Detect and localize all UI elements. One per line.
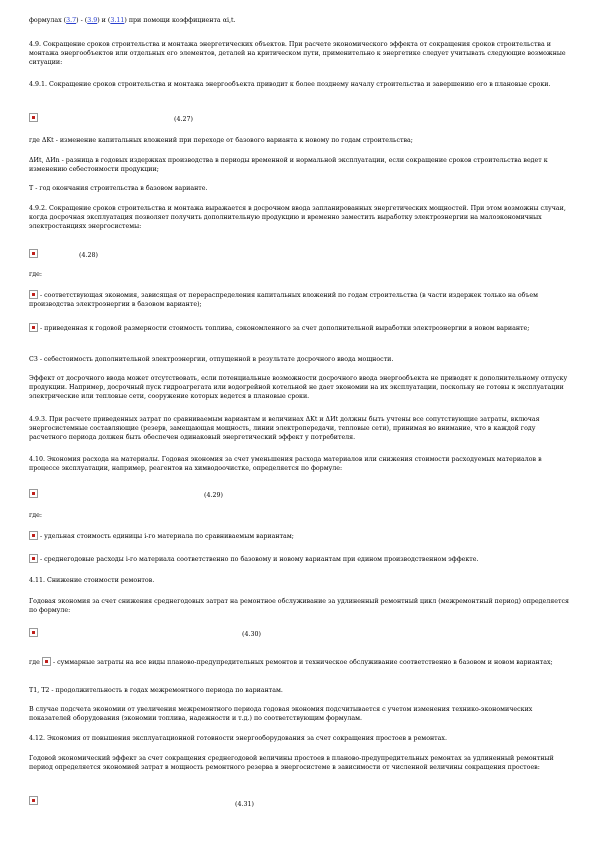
early-commissioning-paragraph: Эффект от досрочного ввода может отсутствовать, если потенциальные возможности досрочного ввода энергообъекта не приводят к дополнительному отпуску продукции. Например, досрочный пуск гидроагрегата или водогрейной котельной не дает экономии на их эксплуатации, поскольку не готовы к эксплуатации электрические или тепловые сети, сооружение которых ведется в плановые сроки. <box>29 375 568 400</box>
link-formula-3-9[interactable]: 3.9 <box>87 17 98 24</box>
section-4-10-paragraph: 4.10. Экономия расхода на материалы. Годовая экономия за счет уменьшения расхода материалов или снижения стоимости расходуемых материалов в процессе эксплуатации, например, реагентов на химводоочистке, определяется по формуле: <box>29 456 542 472</box>
repair-period-paragraph: В случае подсчета экономии от увеличения межремонтного периода годовая экономия подсчитывается с учетом изменения технико-экономических показателей оборудования (экономии топлива, надежности и т.д.) по соответствующим формулам. <box>29 706 533 722</box>
link-formula-3-11[interactable]: 3.11 <box>110 17 125 24</box>
broken-image-icon <box>29 554 38 563</box>
section-4-9-3-paragraph: 4.9.3. При расчете приведенных затрат по сравниваемым вариантам и величинах ΔKt и ΔИt должны быть учтены все сопутствующие затраты, включая энергосистемные составляющие (резерв, замещающая мощность, линии электропередачи, тепловые сети), принимая во внимание, что в каждой году расчетного периода должен быть обеспечен одинаковый энергетический эффект у потребителя. <box>29 416 540 441</box>
equation-4-30 <box>29 628 569 640</box>
broken-image-icon <box>42 657 51 666</box>
equation-number: (4.27) <box>174 116 193 123</box>
broken-image-icon <box>29 290 38 299</box>
definition-t: T - год окончания строительства в базовом варианте. <box>29 185 208 192</box>
section-4-11-heading: 4.11. Снижение стоимости ремонтов. <box>29 577 155 584</box>
broken-image-icon <box>29 489 38 498</box>
section-4-9-2-paragraph: 4.9.2. Сокращение сроков строительства и монтажа выражается в досрочном ввода запланированных энергетических мощностей. При этом возможны случаи, когда досрочная эксплуатация позволяет получить дополнительную продукцию и временно заместить выработку электроэнергии на малоэкономичных электростанциях энергосистемы: <box>29 205 566 230</box>
section-4-9-1-paragraph: 4.9.1. Сокращение сроков строительства и монтажа энергообъекта приводит к более позднему началу строительства и завершению его в плановые сроки. <box>29 81 551 88</box>
equation-number: (4.29) <box>204 492 223 499</box>
broken-image-icon <box>29 113 38 122</box>
equation-4-31 <box>29 796 569 808</box>
definition-t1-t2: T1, T2 - продолжительность в годах межремонтного периода по вариантам. <box>29 687 283 694</box>
definition-repair-costs: где - суммарные затраты на все виды планово-предупредительных ремонтов и техническое обслуживание соответственно в базовом и новом вариантах; <box>29 659 553 666</box>
definition-c3: C3 - себестоимость дополнительной электроэнергии, отпущенной в результате досрочного ввода мощности. <box>29 356 394 363</box>
definition-delta-k: где ΔKt - изменение капитальных вложений при переходе от базового варианта к новому по годам строительства; <box>29 137 413 144</box>
equation-number: (4.28) <box>79 252 98 259</box>
equation-4-28 <box>29 249 569 261</box>
broken-image-icon <box>29 249 38 258</box>
where-label: где: <box>29 271 43 278</box>
equation-number: (4.30) <box>242 631 261 638</box>
section-4-11-paragraph: Годовая экономия за счет снижения среднегодовых затрат на ремонтное обслуживание за удлиненный ремонтный цикл (межремонтный период) определяется по формуле: <box>29 598 569 614</box>
section-4-9-paragraph: 4.9. Сокращение сроков строительства и монтажа энергетических объектов. При расчете экономического эффекта от сокращения сроков строительства и монтажа энергообъектов или отдельных его элементов, деталей на критическом пути, применительно к энергетике следует учитывать следующие возможные ситуации: <box>29 41 566 66</box>
section-4-12-paragraph: Годовой экономический эффект за счет сокращения среднегодовой величины простоев в планово-предупредительных ремонтах за удлиненный ремонтный период определяется экономией затрат в мощность ремонтного резерва в энергосистеме в зависимости от численной величины сокращения простоев: <box>29 755 554 771</box>
definition-material-consumption: - среднегодовые расходы i-го материала соответственно по базовому и новому вариантам при едином производственном эффекте. <box>29 554 569 564</box>
definition-savings: - соответствующая экономия, зависящая от перераспределения капитальных вложений по годам строительства (в части издержек только на объем производства электроэнергии в базовом варианте); <box>29 292 539 308</box>
section-4-12-heading: 4.12. Экономия от повышения эксплуатационной готовности энергооборудования за счет сокращения простоев в ремонтах. <box>29 735 447 742</box>
where-label: где: <box>29 512 43 519</box>
broken-image-icon <box>29 531 38 540</box>
link-formula-3-7[interactable]: 3.7 <box>66 17 77 24</box>
equation-4-29 <box>29 489 569 501</box>
definition-unit-cost: - удельная стоимость единицы i-го материала по сравниваемым вариантам; <box>29 531 569 541</box>
broken-image-icon <box>29 796 38 805</box>
equation-4-27 <box>29 113 569 125</box>
formula-reference-paragraph: формулах (3.7) - (3.9) и (3.11) при помощи коэффициента αi,t. <box>29 17 236 24</box>
definition-fuel-cost: - приведенная к годовой размерности стоимость топлива, сэкономленного за счет дополнительной выработки электроэнергии в новом варианте; <box>29 323 569 333</box>
definition-delta-i: ΔИt, ΔИn - разница в годовых издержках производства в периоды временной и нормальной эксплуатации, если сокращение сроков строительства ведет к изменению себестоимости продукции; <box>29 157 548 173</box>
broken-image-icon <box>29 628 38 637</box>
broken-image-icon <box>29 323 38 332</box>
equation-number: (4.31) <box>235 801 254 808</box>
